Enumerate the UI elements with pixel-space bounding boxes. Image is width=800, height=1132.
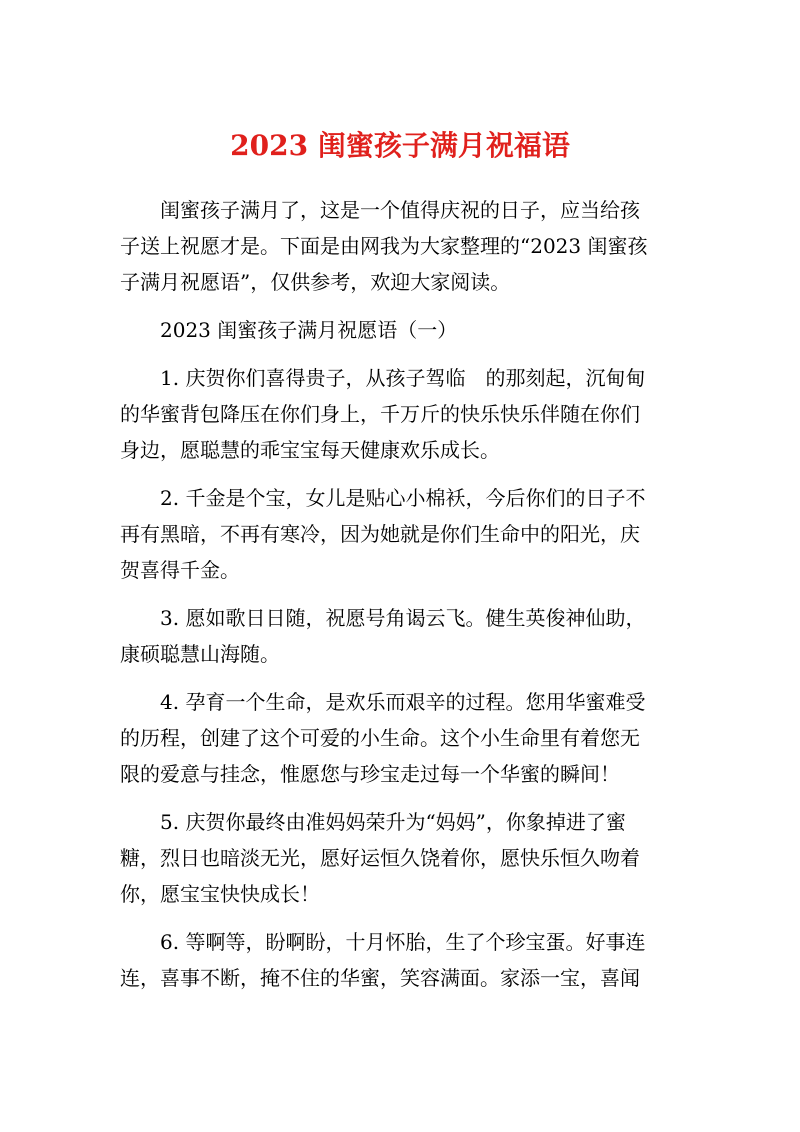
paragraph-line: 糖，烈日也暗淡无光，愿好运恒久饶着你，愿快乐恒久吻着 — [120, 846, 640, 870]
paragraph-line: 子送上祝愿才是。下面是由网我为大家整理的“2023 闺蜜孩 — [120, 234, 648, 258]
paragraph-line: 4. 孕育一个生命，是欢乐而艰辛的过程。您用华蜜难受 — [160, 690, 646, 714]
paragraph — [120, 480, 690, 588]
paragraph-line: 2023 闺蜜孩子满月祝愿语（一） — [160, 318, 458, 342]
document-title: 2023 闺蜜孩子满月祝福语 — [230, 129, 570, 162]
paragraph — [120, 312, 690, 348]
paragraph-line: 的历程，创建了这个可爱的小生命。这个小生命里有着您无 — [120, 726, 640, 750]
paragraph — [120, 684, 690, 792]
paragraph-line: 闺蜜孩子满月了，这是一个值得庆祝的日子，应当给孩 — [160, 198, 640, 222]
paragraph-line: 5. 庆贺你最终由准妈妈荣升为“妈妈”，你象掉进了蜜 — [160, 810, 626, 834]
paragraph-line: 3. 愿如歌日日随，祝愿号角谒云飞。健生英俊神仙助， — [160, 606, 646, 630]
paragraph — [120, 192, 690, 300]
paragraph — [120, 600, 690, 672]
paragraph-line: 1. 庆贺你们喜得贵子，从孩子驾临 的那刻起，沉甸甸 — [160, 366, 646, 390]
paragraph — [120, 804, 690, 912]
paragraph-line: 身边，愿聪慧的乖宝宝每天健康欢乐成长。 — [120, 438, 500, 462]
document-body — [120, 192, 690, 1008]
paragraph-line: 再有黑暗，不再有寒冷，因为她就是你们生命中的阳光，庆 — [120, 522, 640, 546]
paragraph-line: 的华蜜背包降压在你们身上，千万斤的快乐快乐伴随在你们 — [120, 402, 640, 426]
paragraph-line: 康硕聪慧山海随。 — [120, 642, 280, 666]
paragraph — [120, 924, 690, 996]
paragraph-line: 6. 等啊等，盼啊盼，十月怀胎，生了个珍宝蛋。好事连 — [160, 930, 646, 954]
paragraph — [120, 360, 690, 468]
paragraph-line: 限的爱意与挂念，惟愿您与珍宝走过每一个华蜜的瞬间！ — [120, 762, 620, 786]
paragraph-line: 子满月祝愿语”，仅供参考，欢迎大家阅读。 — [120, 270, 511, 294]
paragraph-line: 连，喜事不断，掩不住的华蜜，笑容满面。家添一宝，喜闻 — [120, 966, 640, 990]
paragraph-line: 你，愿宝宝快快成长！ — [120, 882, 320, 906]
paragraph-line: 贺喜得千金。 — [120, 558, 240, 582]
paragraph-line: 2. 千金是个宝，女儿是贴心小棉袄，今后你们的日子不 — [160, 486, 646, 510]
